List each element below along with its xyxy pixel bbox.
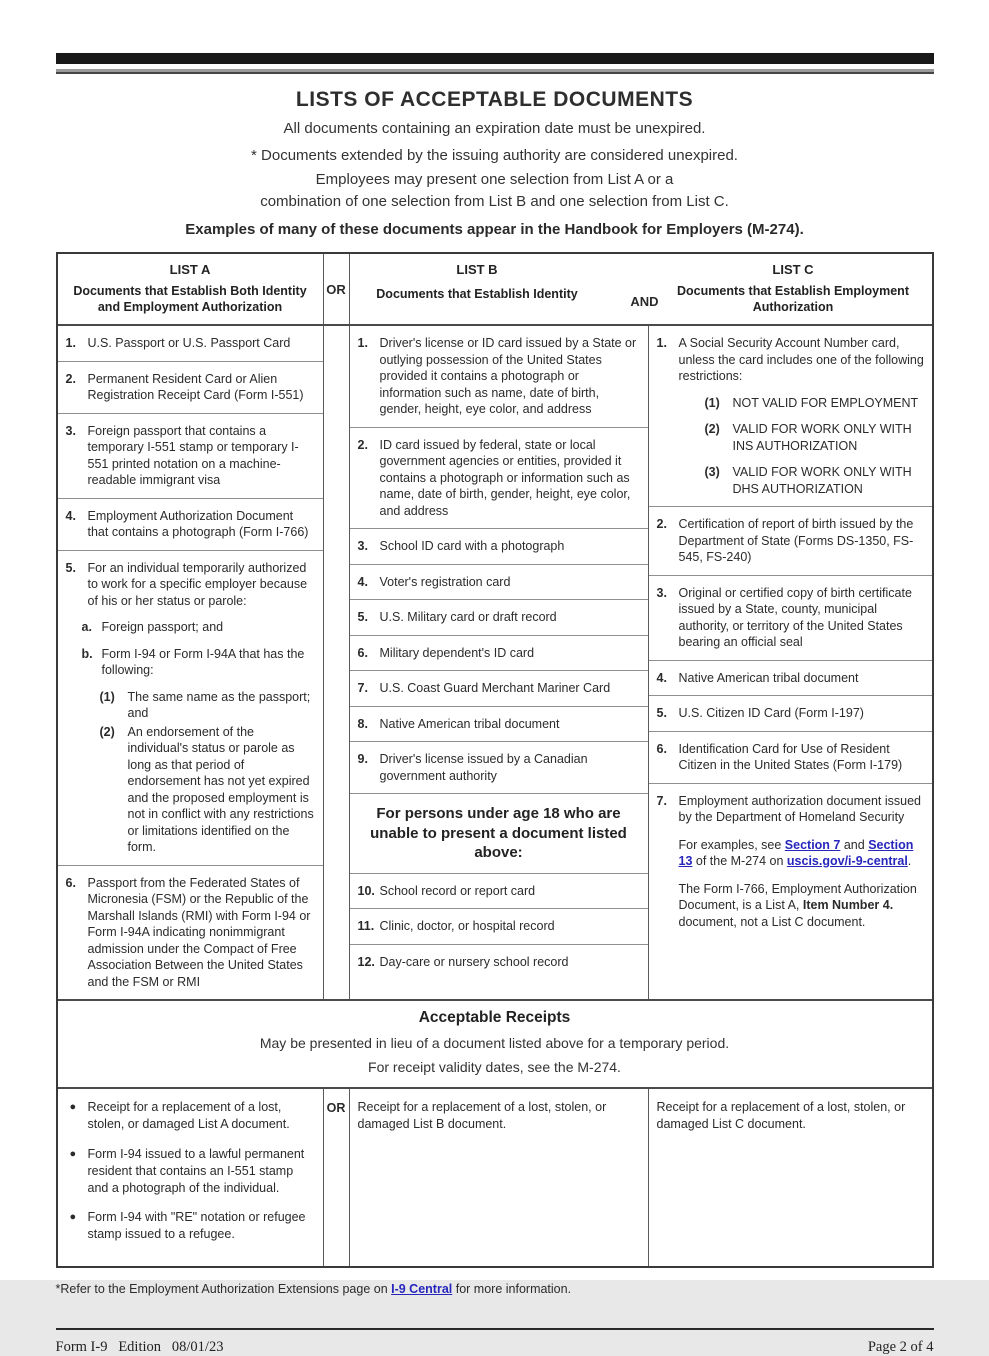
list-item xyxy=(66,371,317,404)
list-item xyxy=(358,538,642,555)
item-text: A Social Security Account Number card, unless the card includes one of the following restrictions: xyxy=(678,336,924,383)
item-number: (3) xyxy=(704,465,720,479)
list-item xyxy=(358,883,642,900)
receipts-row xyxy=(58,1089,932,1266)
list-item xyxy=(358,680,642,697)
item-number: 1. xyxy=(357,336,368,350)
text-segment: of the M-274 on xyxy=(692,854,787,868)
receipts-list-c-cell: Receipt for a replacement of a lost, stolen, or damaged List C document. xyxy=(656,1100,906,1131)
list-item xyxy=(358,645,642,662)
list-item xyxy=(82,646,317,679)
list-c-header xyxy=(649,254,932,324)
under-18-heading: For persons under age 18 who are unable to present a document listed above: xyxy=(350,793,648,873)
list-cell xyxy=(58,326,323,361)
receipts-line-2: For receipt validity dates, see the M-274. xyxy=(368,1059,621,1075)
item-text: Original or certified copy of birth certificate issued by a State, county, municipal authority, or territory of the United States bearing an official seal xyxy=(678,585,912,649)
documents-table xyxy=(56,252,934,1268)
list-item xyxy=(358,574,642,591)
item-number: 7. xyxy=(656,793,667,808)
receipts-title: Acceptable Receipts xyxy=(418,1009,571,1026)
item-text: Employment Authorization Document that contains a photograph (Form I-766) xyxy=(87,508,309,539)
list-b-column xyxy=(350,326,649,999)
list-item xyxy=(657,793,926,931)
list-cell xyxy=(350,706,648,742)
list-cell xyxy=(649,326,932,506)
list-item xyxy=(100,689,317,722)
list-cell xyxy=(350,564,648,600)
receipt-bullet-item xyxy=(66,1099,315,1133)
list-item xyxy=(657,585,926,651)
and-label: AND xyxy=(630,294,659,309)
item-text: School ID card with a photograph xyxy=(379,539,565,553)
list-item xyxy=(657,670,926,687)
item-number: 8. xyxy=(357,716,368,731)
item-number: 5. xyxy=(65,560,76,575)
item-text: ID card issued by federal, state or local government agencies or entities, provided it contains a photograph or information such as name, date of birth, gender, height, eye color, and address xyxy=(379,437,631,518)
list-item xyxy=(358,954,642,971)
instruction-line-2: * Documents extended by the issuing authority are considered unexpired. xyxy=(251,147,738,164)
item-text: The same name as the passport; and xyxy=(127,689,311,720)
item-number: (2) xyxy=(99,724,115,739)
footer-rule xyxy=(56,1328,934,1330)
item-text: Voter's registration card xyxy=(379,574,511,589)
item-text: Form I-94 or Form I-94A that has the following: xyxy=(101,646,305,677)
item-text: U.S. Coast Guard Merchant Mariner Card xyxy=(379,681,611,695)
item-text: Clinic, doctor, or hospital record xyxy=(379,919,555,933)
list-item xyxy=(66,335,317,352)
list-item xyxy=(66,875,317,991)
list-cell xyxy=(58,413,323,498)
item-number: 3. xyxy=(65,423,76,438)
table-body xyxy=(58,326,932,999)
list-cell xyxy=(350,944,648,1000)
item-text: Native American tribal document xyxy=(379,716,560,731)
item-text: U.S. Passport or U.S. Passport Card xyxy=(87,336,291,350)
page-title: LISTS OF ACCEPTABLE DOCUMENTS xyxy=(295,88,694,111)
receipts-list-b-cell: Receipt for a replacement of a lost, stolen, or damaged List B document. xyxy=(350,1089,649,1266)
list-item xyxy=(657,335,926,385)
item-text: U.S. Citizen ID Card (Form I-197) xyxy=(678,706,864,720)
list-cell xyxy=(649,506,932,575)
inline-link[interactable]: Section 13 xyxy=(678,837,914,868)
item-text: Day-care or nursery school record xyxy=(379,954,569,969)
list-cell xyxy=(350,873,648,909)
item-text: NOT VALID FOR EMPLOYMENT xyxy=(732,395,919,410)
list-cell xyxy=(649,783,932,1000)
item-number: 6. xyxy=(357,645,368,660)
list-c-title: LIST C xyxy=(772,262,814,277)
item-text: Permanent Resident Card or Alien Registration Receipt Card (Form I-551) xyxy=(87,371,304,402)
item-number: 11. xyxy=(357,919,375,933)
text-segment: for more information. xyxy=(452,1282,572,1297)
bullet-text: Receipt for a replacement of a lost, stolen, or damaged List A document. xyxy=(87,1100,290,1131)
or-spacer-column xyxy=(324,326,350,999)
receipts-line-1: May be presented in lieu of a document listed above for a temporary period. xyxy=(259,1035,730,1051)
text-segment: and xyxy=(840,837,869,852)
bullet-text: Form I-94 with "RE" notation or refugee stamp issued to a refugee. xyxy=(87,1210,306,1242)
receipt-bullet-item xyxy=(66,1209,315,1243)
bullet-icon: ● xyxy=(69,1211,77,1224)
list-item xyxy=(358,437,642,520)
list-cell xyxy=(649,731,932,783)
list-item xyxy=(705,464,926,497)
item-number: 2. xyxy=(656,517,667,531)
list-item xyxy=(82,619,317,636)
list-item xyxy=(66,508,317,541)
list-item xyxy=(705,395,926,412)
list-item xyxy=(66,423,317,489)
list-item xyxy=(657,705,926,722)
list-cell xyxy=(649,575,932,660)
text-segment: document, not a List C document. xyxy=(678,914,866,929)
list-item xyxy=(358,918,642,935)
receipts-list-a-cell xyxy=(58,1089,324,1266)
item-text: For an individual temporarily authorized to work for a specific employer because of his or her status or parole: xyxy=(87,560,308,608)
text-segment: For examples, see xyxy=(678,837,785,852)
item-number: (2) xyxy=(704,422,720,436)
item-text: Native American tribal document xyxy=(678,670,859,685)
page-footer xyxy=(56,1339,934,1356)
receipts-or-cell: OR xyxy=(324,1089,350,1266)
item-number: 5. xyxy=(357,610,368,624)
list-a-subtitle: Documents that Establish Both Identity and Employment Authorization xyxy=(73,284,307,314)
list-cell xyxy=(350,908,648,944)
list-cell xyxy=(350,326,648,427)
item-number: 6. xyxy=(65,875,76,890)
item-number: 2. xyxy=(357,437,368,452)
item-number: 1. xyxy=(656,336,667,350)
list-item xyxy=(66,560,317,610)
instruction-line-3: Employees may present one selection from List A or a xyxy=(315,171,674,188)
acceptable-receipts-header xyxy=(58,999,932,1089)
list-b-subtitle: Documents that Establish Identity xyxy=(376,287,578,301)
list-b-title: LIST B xyxy=(456,262,498,277)
item-text: Employment authorization document issued by the Department of Homeland Security For examples, see Section 7 and Section 13 of the M-274 on uscis.gov/i-9-central. The Form I-766, Employment Authorization Document, is a List A, Item Number 4. document, not a List C document. xyxy=(679,793,926,931)
list-cell xyxy=(58,550,323,865)
item-number: 2. xyxy=(65,371,76,386)
bullet-icon: ● xyxy=(69,1147,77,1160)
list-item xyxy=(705,421,926,454)
item-text: Driver's license or ID card issued by a State or outlying possession of the United States provided it contains a photograph or information such as name, date of birth, gender, height, eye color, and address xyxy=(379,336,637,416)
inline-link[interactable]: I-9 Central xyxy=(391,1282,453,1297)
list-cell xyxy=(58,865,323,1000)
item-text: Foreign passport; and xyxy=(101,620,224,634)
inline-link[interactable]: Section 7 xyxy=(784,837,841,852)
list-cell xyxy=(649,695,932,731)
footer-form-edition: Form I-9 Edition 08/01/23 xyxy=(55,1339,224,1356)
list-item xyxy=(657,741,926,774)
item-text: VALID FOR WORK ONLY WITH DHS AUTHORIZATION xyxy=(732,465,912,496)
footer-page-number: Page 2 of 4 xyxy=(867,1339,934,1356)
item-paragraph xyxy=(679,837,926,870)
list-cell xyxy=(350,528,648,564)
item-paragraph xyxy=(679,881,926,931)
item-text: Driver's license issued by a Canadian government authority xyxy=(379,752,588,783)
item-text: Passport from the Federated States of Micronesia (FSM) or the Republic of the Marshall Islands (RMI) with Form I-94 or Form I-94A indicating nonimmigrant admission under the Compact of Free Association Between the United States and the FSM or RMI xyxy=(87,875,311,989)
item-number: 4. xyxy=(357,574,368,589)
bullet-text: Form I-94 issued to a lawful permanent resident that contains an I-551 stamp and a photograph of the individual. xyxy=(87,1146,305,1195)
item-text: Military dependent's ID card xyxy=(379,645,535,660)
list-cell xyxy=(58,361,323,413)
table-header-row xyxy=(58,254,932,326)
list-c-column xyxy=(649,326,932,999)
list-item xyxy=(358,609,642,626)
item-number: (1) xyxy=(704,395,720,410)
bold-text: Item Number 4. xyxy=(802,898,894,912)
item-number: 3. xyxy=(656,585,667,600)
item-text: School record or report card xyxy=(379,883,536,898)
list-item xyxy=(358,751,642,784)
item-text: Certification of report of birth issued by the Department of State (Forms DS-1350, FS-545, FS-240) xyxy=(678,517,914,564)
instruction-line-4: combination of one selection from List B and one selection from List C. xyxy=(260,193,729,210)
text-segment: The Form I-766, Employment Authorization Document, is a List A, xyxy=(678,881,917,912)
list-b-header xyxy=(350,254,659,324)
item-number: b. xyxy=(81,646,93,661)
list-item xyxy=(358,335,642,418)
list-item xyxy=(100,724,317,856)
list-a-title: LIST A xyxy=(169,262,211,277)
list-cell xyxy=(350,670,648,706)
receipt-bullet-item xyxy=(66,1146,315,1197)
inline-link[interactable]: uscis.gov/i-9-central xyxy=(786,854,908,868)
list-cell xyxy=(350,635,648,671)
item-text: U.S. Military card or draft record xyxy=(379,610,557,624)
top-divider-dark xyxy=(56,72,934,74)
list-a-column xyxy=(58,326,324,999)
list-cell xyxy=(58,498,323,550)
item-number: 1. xyxy=(65,336,76,350)
list-cell xyxy=(350,427,648,529)
list-item xyxy=(657,516,926,566)
item-number: a. xyxy=(81,620,92,634)
text-segment: *Refer to the Employment Authorization Extensions page on xyxy=(55,1282,392,1297)
item-number: 3. xyxy=(357,539,368,553)
item-number: 7. xyxy=(357,681,368,695)
item-number: 5. xyxy=(656,706,667,720)
top-bar xyxy=(56,53,934,64)
list-cell xyxy=(649,660,932,696)
list-cell xyxy=(350,599,648,635)
list-cell xyxy=(350,741,648,793)
text-segment: . xyxy=(907,854,912,868)
or-header-cell: OR xyxy=(324,254,350,324)
instruction-emphasis: Examples of many of these documents appear in the Handbook for Employers (M-274). xyxy=(185,221,804,238)
footnote xyxy=(56,1282,934,1296)
item-number: 12. xyxy=(357,954,375,969)
list-a-header xyxy=(58,254,324,324)
item-number: 4. xyxy=(65,508,76,523)
item-number: (1) xyxy=(99,689,115,704)
item-text: Identification Card for Use of Resident Citizen in the United States (Form I-179) xyxy=(678,741,903,772)
item-number: 4. xyxy=(656,670,667,685)
item-number: 6. xyxy=(656,741,667,756)
item-text: Foreign passport that contains a temporary I-551 stamp or temporary I-551 printed notation on a machine-readable immigrant visa xyxy=(87,423,299,487)
item-number: 10. xyxy=(357,883,375,898)
item-text: An endorsement of the individual's status or parole as long as that period of endorsement has not yet expired and the proposed employment is not in conflict with any restrictions or limitations identified on the form. xyxy=(127,724,314,854)
list-item xyxy=(358,716,642,733)
instruction-line-1: All documents containing an expiration date must be unexpired. xyxy=(283,120,706,137)
item-text: VALID FOR WORK ONLY WITH INS AUTHORIZATION xyxy=(732,422,912,453)
bullet-icon: ● xyxy=(69,1101,77,1113)
item-number: 9. xyxy=(357,752,368,766)
list-c-subtitle: Documents that Establish Employment Authorization xyxy=(677,284,909,314)
